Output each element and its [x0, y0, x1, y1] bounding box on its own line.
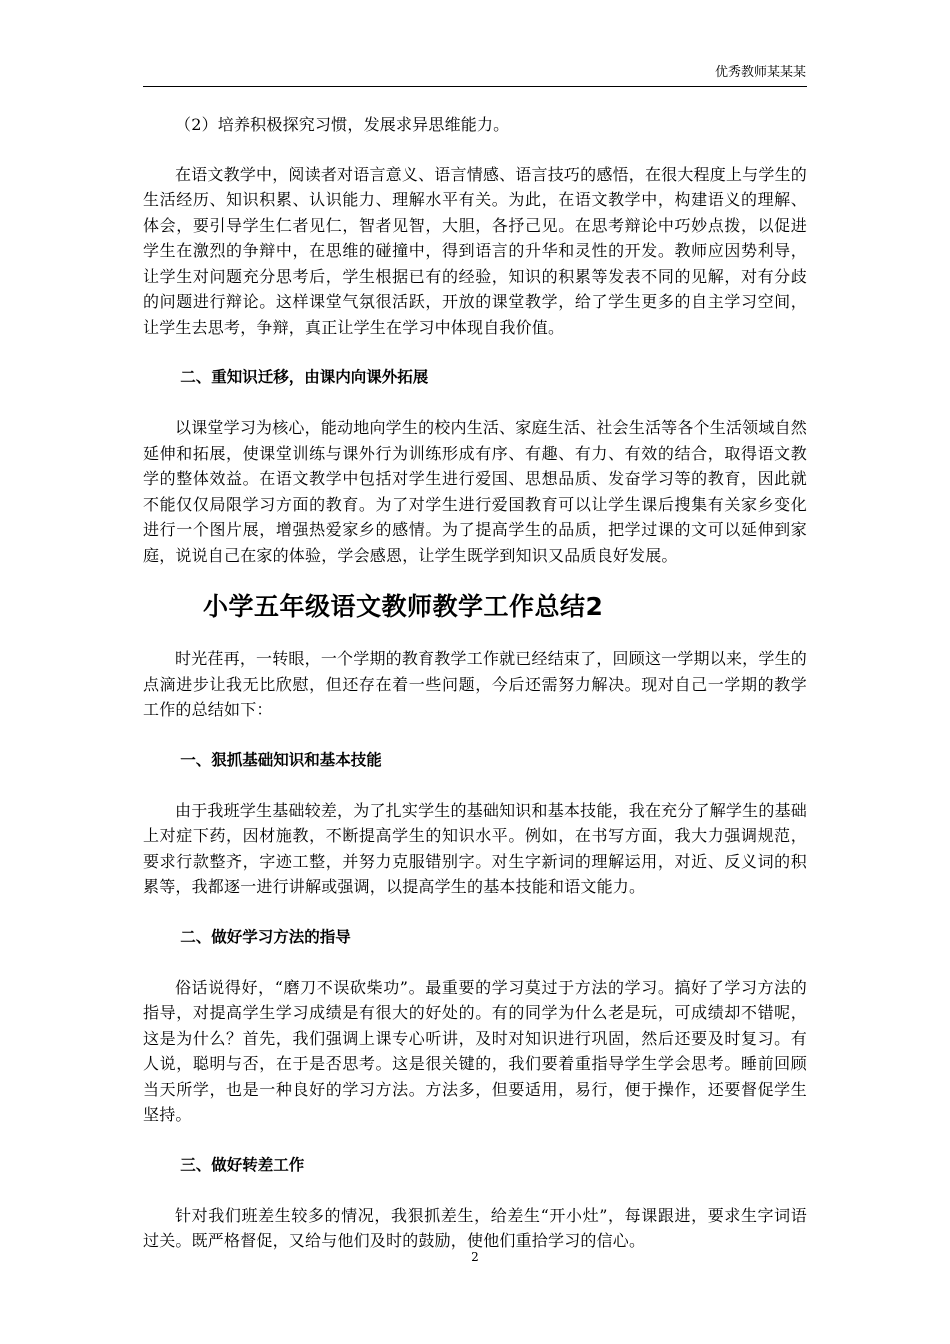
body-paragraph: 在语文教学中，阅读者对语言意义、语言情感、语言技巧的感悟，在很大程度上与学生的生活经历、知识积累、认识能力、理解水平有关。为此，在语文教学中，构建语义的理解、体会，要引导学生仁者见仁，智者见智，大胆，各抒己见。在思考辩论中巧妙点拨，以促进学生在激烈的争辩中，在思维的碰撞中，得到语言的升华和灵性的开发。教师应因势利导，让学生对问题充分思考后，学生根据已有的经验，知识的积累等发表不同的见解，对有分歧的问题进行辩论。这样课堂气氛很活跃，开放的课堂教学，给了学生更多的自主学习空间，让学生去思考，争辩，真正让学生在学习中体现自我价值。	[143, 164, 807, 337]
section-heading: 二、重知识迁移，由课内向课外拓展	[180, 368, 429, 386]
page-header-author: 优秀教师某某某	[714, 65, 806, 80]
subsection-title: （2）培养积极探究习惯，发展求异思维能力。	[175, 115, 510, 134]
document-body	[143, 104, 807, 1280]
body-paragraph: 时光荏再，一转眼，一个学期的教育教学工作就已经结束了，回顾这一学期以来，学生的点滴进步让我无比欣慰，但还存在着一些问题，今后还需努力解决。现对自己一学期的教学工作的总结如下：	[143, 649, 807, 719]
section-heading: 三、做好转差工作	[180, 1155, 305, 1174]
section-heading: 二、做好学习方法的指导	[180, 927, 351, 946]
document-title: 小学五年级语文教师教学工作总结2	[203, 592, 604, 621]
header-divider	[143, 86, 807, 87]
body-paragraph: 俗话说得好，“磨刀不误砍柴功”。最重要的学习莫过于方法的学习。搞好了学习方法的指导，对提高学生学习成绩是有很大的好处的。有的同学为什么老是玩，可成绩却不错呢，这是为什么？首先，我们强调上课专心听讲，及时对知识进行巩固，然后还要及时复习。有人说，聪明与否，在于是否思考。这是很关键的，我们要着重指导学生学会思考。睡前回顾当天所学，也是一种良好的学习方法。方法多，但要适用，易行，便于操作，还要督促学生坚持。	[143, 977, 807, 1124]
section-heading: 一、狠抓基础知识和基本技能	[180, 750, 382, 769]
body-paragraph: 针对我们班差生较多的情况，我狠抓差生，给差生“开小灶”，每课跟进，要求生字词语过关。既严格督促，又给与他们及时的鼓励，使他们重拾学习的信心。	[143, 1205, 807, 1250]
page-number: 2	[471, 1250, 479, 1264]
body-paragraph: 由于我班学生基础较差，为了扎实学生的基础知识和基本技能，我在充分了解学生的基础上对症下药，因材施教，不断提高学生的知识水平。例如，在书写方面，我大力强调规范，要求行款整齐，字迹工整，并努力克服错别字。对生字新词的理解运用，对近、反义词的积累等，我都逐一进行讲解或强调，以提高学生的基本技能和语文能力。	[143, 800, 807, 896]
body-paragraph: 以课堂学习为核心，能动地向学生的校内生活、家庭生活、社会生活等各个生活领域自然延伸和拓展，使课堂训练与课外行为训练形成有序、有趣、有力、有效的结合，取得语文教学的整体效益。在语文教学中包括对学生进行爱国、思想品质、发奋学习等的教育，因此就不能仅仅局限学习方面的教育。为了对学生进行爱国教育可以让学生课后搜集有关家乡变化进行一个图片展，增强热爱家乡的感情。为了提高学生的品质，把学过课的文可以延伸到家庭，说说自己在家的体验，学会感恩，让学生既学到知识又品质良好发展。	[143, 418, 807, 565]
